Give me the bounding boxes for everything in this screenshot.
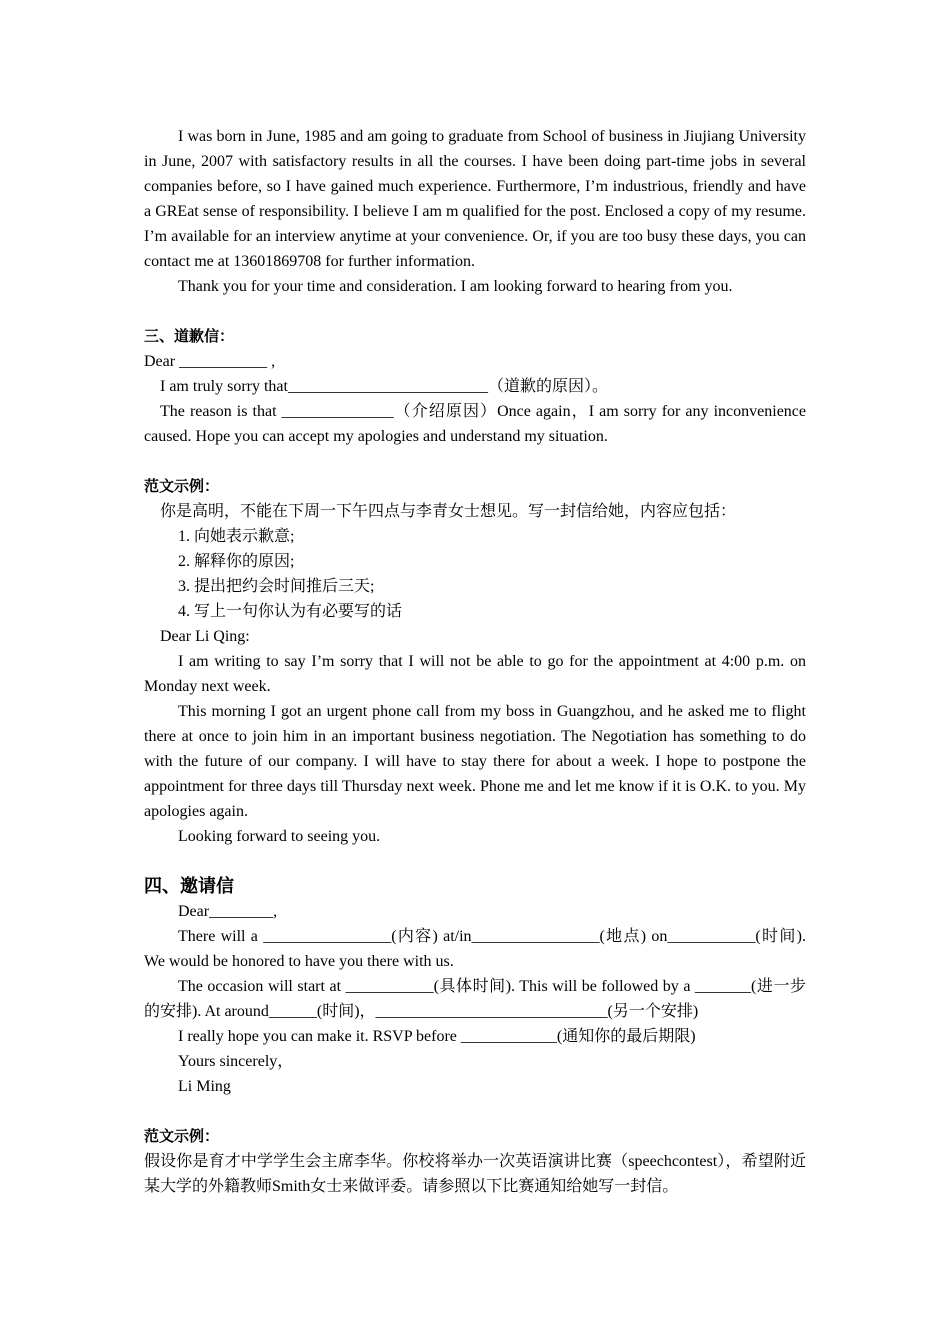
list-item: 2. 解释你的原因; xyxy=(178,553,295,570)
invitation-example-prompt: 假设你是育才中学学生会主席李华。你校将举办一次英语演讲比赛（speechcontest），希望附近某大学的外籍教师Smith女士来做评委。请参照以下比赛通知给她写一封信。 xyxy=(144,1153,806,1195)
list-item: 4. 写上一句你认为有必要写的话 xyxy=(178,603,403,620)
sample-salutation: Dear Li Qing: xyxy=(160,628,250,645)
spacer xyxy=(144,449,806,474)
invitation-closing: Yours sincerely， xyxy=(178,1053,294,1070)
sample-paragraph: I am writing to say I’m sorry that I will not be able to go for the appointment at 4:00 p.m. on Monday next week. xyxy=(144,653,806,695)
sample-closing: Looking forward to seeing you. xyxy=(178,828,381,845)
section-heading-apology: 三、道歉信： xyxy=(144,327,235,345)
invitation-template-line: There will a ________________(内容) at/in________________(地点) on___________(时间). We would be honored to have you there with us. xyxy=(144,928,806,970)
invitation-template-line: I really hope you can make it. RSVP before ____________(通知你的最后期限) xyxy=(178,1028,696,1045)
cover-letter-paragraph: I was born in June, 1985 and am going to graduate from School of business in Jiujiang University in June, 2007 with satisfactory results in all the courses. I have been doing part-time jobs in several companies before, so I have gained much experience. Furthermore, I’m industrious, friendly and have a GREat sense of responsibility. I believe I am m qualified for the post. Enclosed a copy of my resume. I’m available for an interview anytime at your convenience. Or, if you are too busy these days, you can contact me at 13601869708 for further information. xyxy=(144,128,806,270)
spacer xyxy=(144,299,806,324)
example-heading: 范文示例： xyxy=(144,1127,220,1145)
section-heading-invitation: 四、邀请信 xyxy=(144,876,234,897)
apology-example-prompt: 你是高明，不能在下周一下午四点与李青女士想见。写一封信给她，内容应包括： xyxy=(160,503,737,520)
apology-template-sorry-line: I am truly sorry that_________________________（道歉的原因）。 xyxy=(160,378,608,395)
invitation-signature: Li Ming xyxy=(178,1078,231,1095)
list-item: 1. 向她表示歉意; xyxy=(178,528,295,545)
document-body xyxy=(144,124,806,1199)
cover-letter-closing: Thank you for your time and consideration. I am looking forward to hearing from you. xyxy=(178,278,733,295)
invitation-template-salutation: Dear________, xyxy=(178,903,278,920)
invitation-template-line: The occasion will start at ___________(具体时间). This will be followed by a _______(进一步的安排). At around______(时间)，_____________________________(另一个安排) xyxy=(144,978,806,1020)
sample-paragraph: This morning I got an urgent phone call from my boss in Guangzhou, and he asked me to flight there at once to join him in an important business negotiation. The Negotiation has something to do with the future of our company. I will have to stay there for about a week. I hope to postpone the appointment for three days till Thursday next week. Phone me and let me know if it is O.K. to you. My apologies again. xyxy=(144,703,806,820)
list-item: 3. 提出把约会时间推后三天; xyxy=(178,578,375,595)
apology-template-reason-line: The reason is that ______________（介绍原因）Once again，I am sorry for any inconvenience caused. Hope you can accept my apologies and understand my situation. xyxy=(144,403,806,445)
apology-template-salutation: Dear ___________ , xyxy=(144,353,276,370)
spacer xyxy=(144,1099,806,1124)
spacer xyxy=(144,849,806,874)
example-heading: 范文示例： xyxy=(144,477,220,495)
